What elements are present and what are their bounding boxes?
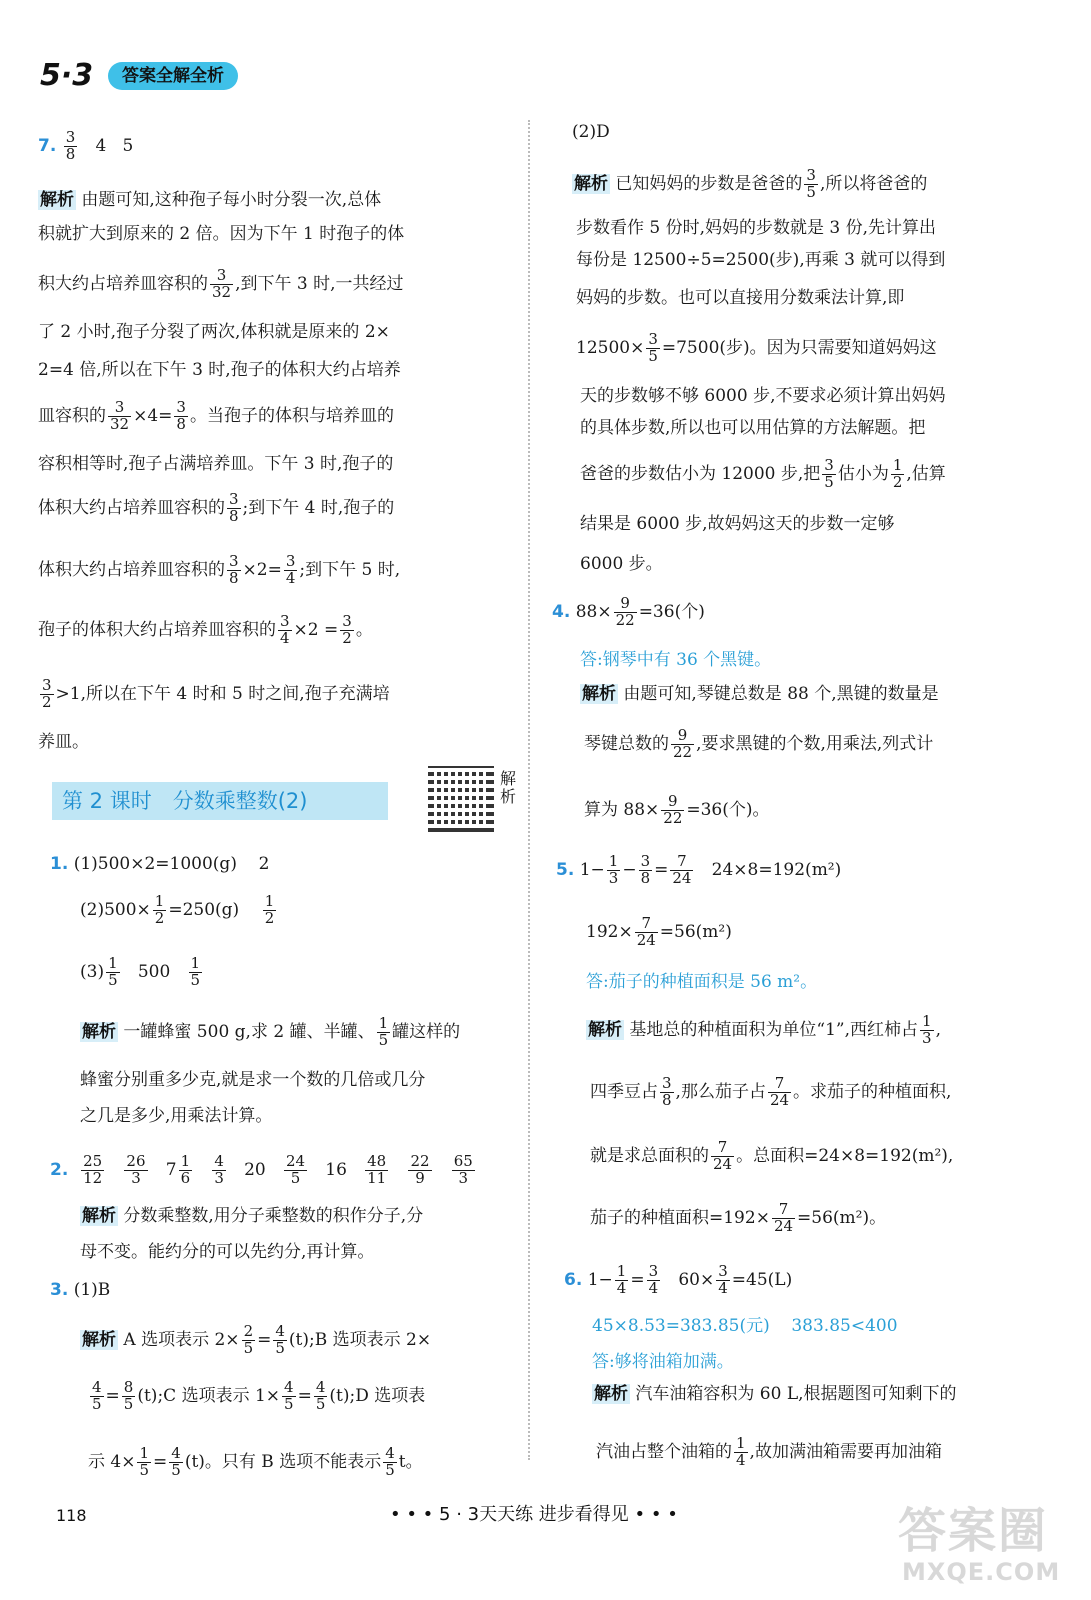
q3b-line-1: 解析 已知妈妈的步数是爸爸的 $\frac{3}{5}$ ,所以将爸爸的 [574, 166, 928, 201]
q5-line-2: 四季豆占 $\frac{3}{8}$ ,那么茄子占 $\frac{7}{24}$ 。求茄子的种植面积, [590, 1074, 952, 1109]
fraction [660, 1076, 674, 1109]
header-title: 答案全解全析 [108, 62, 238, 90]
denominator: 5 [92, 1394, 102, 1413]
denominator: 24 [713, 1154, 733, 1173]
qr-code-icon[interactable] [428, 766, 494, 832]
q1-part2: (2)500× $\frac{1}{2}$ =250(g) $\frac{1}{2}$ [80, 892, 275, 927]
fraction [273, 1324, 287, 1357]
fraction [711, 1140, 734, 1173]
numerator: 4 [92, 1378, 102, 1396]
q6-answer-text: 答:够将油箱加满。 [592, 1352, 734, 1372]
fraction [647, 1264, 661, 1297]
denominator: 3 [922, 1028, 932, 1047]
q3-line-1: 解析 A 选项表示 2× $\frac{2}{5}$ = $\frac{4}{5}$ (t);B 选项表示 2× [82, 1322, 432, 1357]
numerator: 3 [342, 612, 352, 630]
fraction [227, 554, 241, 587]
fraction [734, 1436, 748, 1469]
numerator: 7 [768, 1076, 791, 1093]
q5-line-1: 解析 基地总的种植面积为单位“1”,西红柿占 $\frac{1}{3}$ , [588, 1012, 941, 1047]
fraction [284, 554, 298, 587]
denominator: 6 [180, 1168, 191, 1187]
fraction [242, 1324, 256, 1357]
numerator: 7 [711, 1140, 734, 1157]
q1-part3: (3) $\frac{1}{5}$ 500 $\frac{1}{5}$ [80, 954, 201, 989]
fraction [263, 894, 277, 927]
numerator: 24 [285, 1152, 306, 1170]
q3b-line-9: 结果是 6000 步,故妈妈这天的步数一定够 [580, 514, 895, 534]
fraction [716, 1264, 730, 1297]
denominator: 5 [108, 970, 118, 989]
fraction [408, 1154, 431, 1187]
fraction [614, 596, 637, 629]
numerator: 4 [385, 1444, 395, 1462]
denominator: 8 [640, 868, 651, 887]
denominator: 24 [636, 930, 656, 949]
numerator: 3 [285, 552, 296, 570]
q7-line-6: 皿容积的 $\frac{3}{32}$ ×4= $\frac{3}{8}$ 。当孢子的体积与培养皿的 [38, 398, 394, 433]
numerator: 25 [83, 1152, 103, 1170]
footer-slogan: • • • 5 · 3天天练 进步看得见 • • • [390, 1504, 678, 1525]
q1-line-2: 蜂蜜分别重多少克,就是求一个数的几倍或几分 [80, 1070, 426, 1090]
q1-line-1: 解析 一罐蜂蜜 500 g,求 2 罐、半罐、 $\frac{1}{5}$ 罐这样的 [82, 1014, 461, 1049]
numerator: 3 [176, 398, 186, 416]
fraction [153, 894, 167, 927]
denominator: 5 [123, 1394, 134, 1413]
q7-line-8: 体积大约占培养皿容积的 $\frac{3}{8}$ ;到下午 4 时,孢子的 [38, 490, 395, 525]
denominator: 4 [616, 1278, 627, 1297]
numerator: 1 [892, 456, 903, 474]
denominator: 5 [243, 1338, 254, 1357]
fraction [340, 614, 354, 647]
denominator: 5 [385, 1460, 395, 1479]
numerator: 22 [410, 1152, 430, 1170]
fraction [210, 268, 233, 301]
denominator: 5 [190, 970, 201, 989]
numerator: 7 [670, 854, 693, 871]
denominator: 2 [42, 692, 52, 711]
q7-answer: 7. $\frac{3}{8}$ 4 5 [38, 128, 134, 163]
numerator: 3 [229, 552, 239, 570]
numerator: 1 [922, 1012, 932, 1030]
denominator: 24 [773, 1216, 794, 1235]
numerator: 3 [824, 456, 834, 474]
denominator: 5 [824, 472, 834, 491]
denominator: 2 [892, 472, 903, 491]
q3-line-2: $\frac{4}{5}$ = $\frac{8}{5}$ (t);C 选项表示 1× $\frac{4}{5}$ = $\frac{4}{5}$ (t);D 选项表 [92, 1378, 426, 1413]
numerator: 26 [126, 1152, 146, 1170]
fraction [108, 400, 131, 433]
q2-line-1: 解析 分数乘整数,用分子乘整数的积作分子,分 [82, 1206, 424, 1226]
q3b-answer: (2)D [572, 122, 610, 142]
numerator: 48 [367, 1152, 387, 1170]
column-divider [528, 120, 530, 1460]
fraction [661, 794, 684, 827]
fraction [891, 458, 905, 491]
denominator: 12 [83, 1168, 103, 1187]
q7-line-3: 积大约占培养皿容积的 $\frac{3}{32}$ ,到下午 3 时,一共经过 [38, 266, 404, 301]
fraction [189, 956, 203, 989]
numerator: 3 [65, 128, 76, 146]
q5-answer-text: 答:茄子的种植面积是 56 m²。 [586, 972, 818, 992]
fraction [212, 1154, 226, 1187]
fraction [365, 1154, 388, 1187]
fraction [64, 130, 78, 163]
q7-line-5: 2=4 倍,所以在下午 3 时,孢子的体积大约占培养 [38, 360, 401, 380]
denominator: 5 [171, 1460, 181, 1479]
denominator: 3 [608, 868, 619, 887]
numerator: 9 [671, 728, 694, 745]
denominator: 2 [342, 628, 352, 647]
numerator: 1 [264, 892, 275, 910]
lesson-title: 第 2 课时 分数乘整数(2) [52, 782, 388, 820]
numerator: 3 [806, 166, 816, 184]
q4-line-3: 算为 88× $\frac{9}{22}$ =36(个)。 [584, 792, 770, 827]
fraction [615, 1264, 629, 1297]
numerator: 1 [616, 1262, 627, 1280]
q1-line-3: 之几是多少,用乘法计算。 [80, 1106, 273, 1126]
denominator: 8 [65, 144, 76, 163]
fraction [670, 854, 693, 887]
denominator: 8 [229, 568, 239, 587]
numerator: 4 [315, 1378, 326, 1396]
q2-answers: 2. $\frac{25}{12}$ $\frac{26}{3}$ 7 $\frac{1}{6}$ $\frac{4}{3}$ 20 $\frac{24}{5}$ 16 $\frac{48}{11}$ $\frac{22}{9}$ $\frac{65}{3}$ [50, 1152, 473, 1187]
denominator: 32 [212, 282, 232, 301]
numerator: 1 [108, 954, 118, 972]
q7-line-2: 积就扩大到原来的 2 倍。因为下午 1 时孢子的体 [38, 224, 405, 244]
numerator: 3 [210, 268, 233, 285]
denominator: 24 [769, 1090, 790, 1109]
numerator: 8 [123, 1378, 134, 1396]
denominator: 11 [367, 1168, 387, 1187]
q4-answer: 4. 88× $\frac{9}{22}$ =36(个) [552, 594, 705, 629]
numerator: 7 [772, 1202, 795, 1219]
q2-line-2: 母不变。能约分的可以先约分,再计算。 [80, 1242, 375, 1262]
denominator: 2 [154, 908, 165, 927]
denominator: 22 [663, 808, 683, 827]
q5-answer: 5. 1− $\frac{1}{3}$ − $\frac{3}{8}$ = $\frac{7}{24}$ 24×8=192(m²) [556, 852, 842, 887]
numerator: 3 [718, 1262, 728, 1280]
denominator: 5 [290, 1168, 301, 1187]
q3-line-3: 示 4× $\frac{1}{5}$ = $\frac{4}{5}$ (t)。只有 B 选项不能表示 $\frac{4}{5}$ t。 [88, 1444, 423, 1479]
numerator: 3 [662, 1074, 672, 1092]
numerator: 7 [635, 916, 658, 933]
q3b-line-3: 每份是 12500÷5=2500(步),再乘 3 就可以得到 [576, 250, 946, 270]
q3b-line-8: 爸爸的步数估小为 12000 步,把 $\frac{3}{5}$ 估小为 $\frac{1}{2}$ ,估算 [580, 456, 946, 491]
q5-calc: 192× $\frac{7}{24}$ =56(m²) [586, 914, 732, 949]
brand-logo: 5·3 [40, 58, 94, 93]
q3b-line-7: 的具体步数,所以也可以用估算的方法解题。把 [580, 418, 926, 438]
fraction [607, 854, 621, 887]
denominator: 4 [718, 1278, 728, 1297]
fraction [671, 728, 694, 761]
fraction [772, 1202, 795, 1235]
denominator: 5 [275, 1338, 285, 1357]
q4-line-2: 琴键总数的 $\frac{9}{22}$ ,要求黑键的个数,用乘法,列式计 [584, 726, 934, 761]
numerator: 4 [275, 1322, 285, 1340]
denominator: 5 [139, 1460, 150, 1479]
fraction [227, 492, 241, 525]
fraction [452, 1154, 475, 1187]
denominator: 8 [176, 414, 186, 433]
fraction [81, 1154, 104, 1187]
fraction [40, 678, 54, 711]
fraction [179, 1154, 193, 1187]
denominator: 22 [673, 742, 693, 761]
q7-line-9: 体积大约占培养皿容积的 $\frac{3}{8}$ ×2= $\frac{3}{4}$ ;到下午 5 时, [38, 552, 401, 587]
numerator: 3 [640, 852, 651, 870]
denominator: 24 [672, 868, 692, 887]
q6-line-1: 解析 汽车油箱容积为 60 L,根据题图可知剩下的 [594, 1384, 957, 1404]
q7-line-10: 孢子的体积大约占培养皿容积的 $\frac{3}{4}$ ×2 = $\frac{3}{2}$ 。 [38, 612, 373, 647]
numerator: 3 [648, 1262, 659, 1280]
denominator: 2 [264, 908, 275, 927]
fraction [383, 1446, 397, 1479]
numerator: 4 [284, 1378, 294, 1396]
numerator: 1 [180, 1152, 191, 1170]
numerator: 1 [190, 954, 201, 972]
q7-line-11: $\frac{3}{2}$ >1,所以在下午 4 时和 5 时之间,孢子充满培 [42, 676, 390, 711]
fraction [768, 1076, 791, 1109]
denominator: 5 [648, 346, 658, 365]
q3b-line-6: 天的步数够不够 6000 步,不要求必须计算出妈妈 [580, 386, 946, 406]
q4-answer-text: 答:钢琴中有 36 个黑键。 [580, 650, 772, 670]
q5-line-4: 茄子的种植面积=192× $\frac{7}{24}$ =56(m²)。 [590, 1200, 887, 1235]
q3b-line-10: 6000 步。 [580, 554, 663, 574]
numerator: 1 [736, 1434, 746, 1452]
fraction [122, 1380, 136, 1413]
denominator: 3 [458, 1168, 469, 1187]
q3b-line-2: 步数看作 5 份时,妈妈的步数就是 3 份,先计算出 [576, 218, 937, 238]
fraction [90, 1380, 104, 1413]
denominator: 3 [131, 1168, 141, 1187]
q3-answer: 3. (1)B [50, 1280, 111, 1300]
numerator: 9 [661, 794, 684, 811]
fraction [137, 1446, 151, 1479]
fraction [314, 1380, 328, 1413]
numerator: 3 [229, 490, 239, 508]
numerator: 9 [614, 596, 637, 613]
numerator: 65 [453, 1152, 473, 1170]
denominator: 5 [315, 1394, 326, 1413]
fraction [822, 458, 836, 491]
denominator: 9 [415, 1168, 425, 1187]
numerator: 3 [648, 330, 658, 348]
fraction [377, 1016, 391, 1049]
fraction [106, 956, 120, 989]
denominator: 4 [285, 568, 296, 587]
denominator: 8 [662, 1090, 672, 1109]
numerator: 2 [243, 1322, 254, 1340]
denominator: 8 [229, 506, 239, 525]
denominator: 4 [736, 1450, 746, 1469]
denominator: 3 [214, 1168, 224, 1187]
denominator: 22 [615, 610, 635, 629]
denominator: 4 [280, 628, 290, 647]
numerator: 4 [214, 1152, 224, 1170]
q6-line-2: 汽油占整个油箱的 $\frac{1}{4}$ ,故加满油箱需要再加油箱 [596, 1434, 942, 1469]
fraction [124, 1154, 147, 1187]
q7-line-4: 了 2 小时,孢子分裂了两次,体积就是原来的 2× [38, 322, 390, 342]
numerator: 1 [154, 892, 165, 910]
denominator: 32 [110, 414, 130, 433]
numerator: 1 [378, 1014, 389, 1032]
page-number: 118 [56, 1506, 87, 1525]
qr-label: 解析 [500, 769, 517, 807]
numerator: 3 [280, 612, 290, 630]
q3b-line-5: 12500× $\frac{3}{5}$ =7500(步)。因为只需要知道妈妈这 [576, 330, 937, 365]
page-header [40, 50, 340, 102]
q7-line-7: 容积相等时,孢子占满培养皿。下午 3 时,孢子的 [38, 454, 394, 474]
fraction [646, 332, 660, 365]
q5-line-3: 就是求总面积的 $\frac{7}{24}$ 。总面积=24×8=192(m²), [590, 1138, 954, 1173]
q6-answer: 6. 1− $\frac{1}{4}$ = $\frac{3}{4}$ 60× $\frac{3}{4}$ =45(L) [564, 1262, 793, 1297]
denominator: 5 [284, 1394, 294, 1413]
q4-line-1: 解析 由题可知,琴键总数是 88 个,黑键的数量是 [582, 684, 939, 704]
numerator: 1 [608, 852, 619, 870]
fraction [278, 614, 292, 647]
fraction [920, 1014, 934, 1047]
denominator: 5 [806, 182, 816, 201]
q6-calc: 45×8.53=383.85(元) 383.85<400 [592, 1316, 898, 1336]
fraction [284, 1154, 307, 1187]
watermark: 答案圈 MXQE.COM [898, 1503, 1061, 1586]
fraction [282, 1380, 296, 1413]
numerator: 3 [108, 400, 131, 417]
fraction [639, 854, 653, 887]
q7-line-12: 养皿。 [38, 732, 89, 752]
numerator: 1 [139, 1444, 150, 1462]
q7-line-1: 解析 由题可知,这种孢子每小时分裂一次,总体 [40, 190, 382, 210]
fraction [635, 916, 658, 949]
q3b-line-4: 妈妈的步数。也可以直接用分数乘法计算,即 [576, 288, 905, 308]
denominator: 4 [648, 1278, 659, 1297]
fraction [174, 400, 188, 433]
denominator: 5 [378, 1030, 389, 1049]
fraction [804, 168, 818, 201]
fraction [169, 1446, 183, 1479]
numerator: 3 [42, 676, 52, 694]
q1-part1: 1. (1)500×2=1000(g) 2 [50, 854, 270, 874]
numerator: 4 [171, 1444, 181, 1462]
